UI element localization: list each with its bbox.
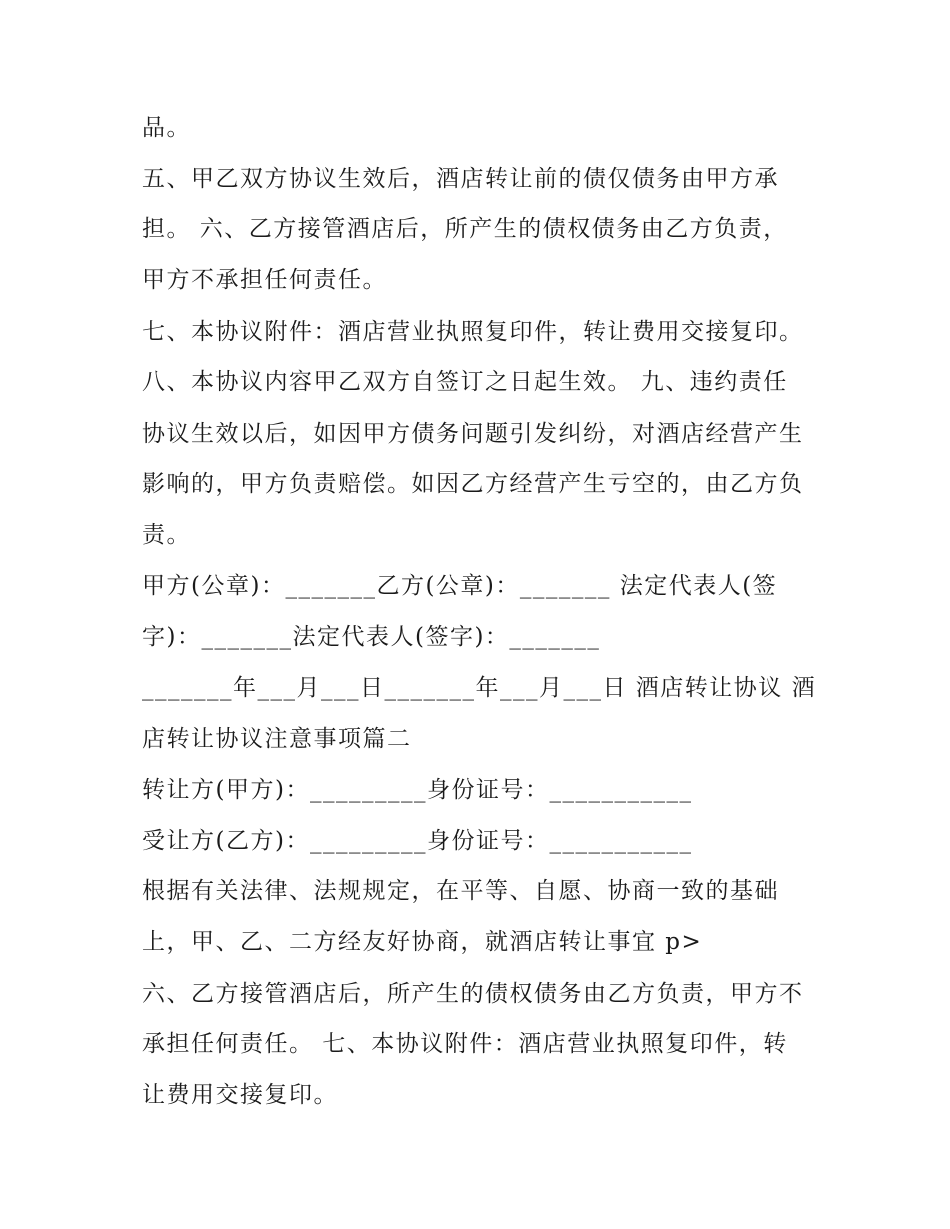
text-line: 承担任何责任。 七、本协议附件：酒店营业执照复印件，转 (142, 1031, 788, 1057)
text-line: 担。 六、乙方接管酒店后，所产生的债权债务由乙方负责， (142, 216, 788, 242)
text-line: 责。 (142, 522, 191, 548)
text-line: 五、甲乙双方协议生效后，酒店转让前的债仅债务由甲方承 (142, 166, 779, 192)
signature-line: 字)：_______法定代表人(签字)：_______ (142, 624, 601, 650)
text-line: 让费用交接复印。 (142, 1082, 338, 1108)
text-line: 根据有关法律、法规规定，在平等、自愿、协商一致的基础 (142, 878, 779, 904)
text-line: 影响的，甲方负责赔偿。如因乙方经营产生亏空的，由乙方负 (142, 471, 804, 497)
text-line: 八、本协议内容甲乙双方自签订之日起生效。 九、违约责任 (142, 369, 788, 395)
transferee-line: 受让方(乙方)：_________身份证号：___________ (142, 828, 693, 854)
text-line: 六、乙方接管酒店后，所产生的债权债务由乙方负责，甲方不 (142, 981, 804, 1007)
text-line: 上，甲、乙、二方经友好协商，就酒店转让事宜 p> (142, 929, 703, 955)
signature-line: 甲方(公章)：_______乙方(公章)：_______ 法定代表人(签 (142, 573, 778, 599)
text-line: 七、本协议附件：酒店营业执照复印件，转让费用交接复印。 (142, 319, 804, 345)
date-line: _______年___月___日_______年___月___日 酒店转让协议 酒 (142, 675, 817, 701)
text-line: 品。 (142, 115, 191, 141)
text-line: 协议生效以后，如因甲方债务问题引发纠纷，对酒店经营产生 (142, 421, 804, 447)
section-title: 店转让协议注意事项篇二 (142, 726, 412, 752)
transferor-line: 转让方(甲方)：_________身份证号：___________ (142, 777, 693, 803)
text-line: 甲方不承担任何责任。 (142, 267, 387, 293)
